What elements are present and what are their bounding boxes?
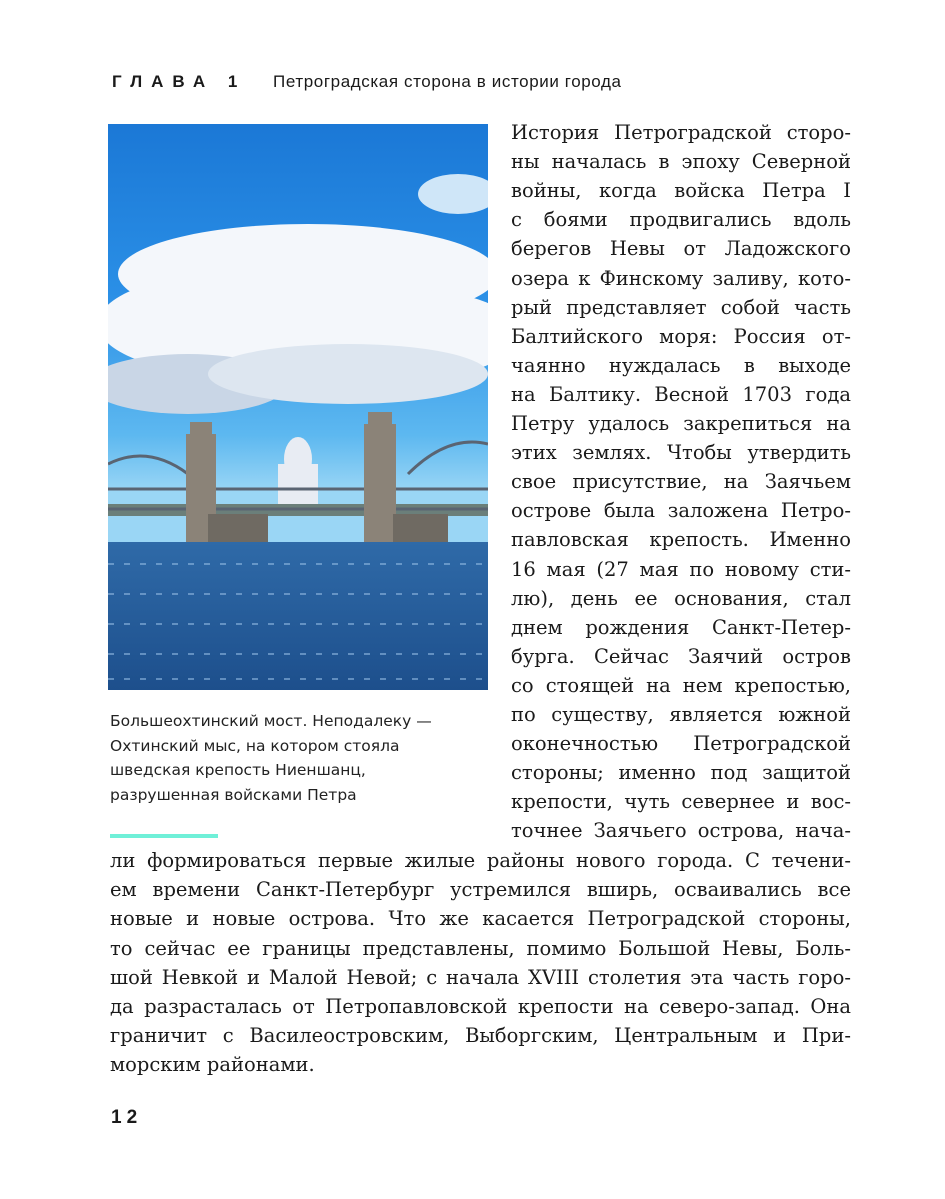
text-line: 16 мая (27 мая по новому сти- [511, 557, 851, 581]
caption-line: разрушенная войсками Петра [110, 785, 357, 804]
text-line: берегов Невы от Ладожского [511, 237, 851, 261]
text-line: морским районами. [110, 1053, 315, 1077]
chapter-title: Петроградская сторона в истории города [273, 72, 622, 91]
text-line: то сейчас ее границы представлены, помимо Большой Невы, Боль- [110, 936, 851, 960]
text-line: ли формироваться первые жилые районы нового города. С течени- [110, 849, 851, 872]
text-line: Петру удалось закрепиться на [511, 412, 851, 435]
text-line: оконечностью Петроградской [511, 732, 851, 756]
bridge-photo [108, 124, 488, 690]
text-line: на Балтику. Весной 1703 года [511, 382, 851, 406]
text-line: шой Невкой и Малой Невой; с начала XVIII столетия эта часть горо- [110, 965, 851, 989]
text-line: по существу, является южной [511, 703, 851, 726]
text-line: ем времени Санкт-Петербург устремился вширь, осваивались все [110, 878, 851, 902]
text-line: стороны; именно под защитой [511, 761, 851, 785]
text-line: лю), день ее основания, стал [511, 586, 851, 610]
text-line: ны началась в эпоху Северной [511, 150, 851, 174]
text-line: да разрасталась от Петропавловской крепости на северо-запад. Она [110, 995, 851, 1018]
text-line: этих землях. Чтобы утвердить [511, 441, 851, 465]
caption-line: шведская крепость Ниеншанц, [110, 761, 366, 779]
text-line: Балтийского моря: Россия от- [511, 324, 851, 348]
text-line: рый представляет собой часть [511, 295, 851, 319]
text-line: чаянно нуждалась в выходе [511, 353, 851, 377]
caption-line: Охтинский мыс, на котором стояла [110, 736, 400, 755]
text-line: точнее Заячьего острова, нача- [511, 819, 851, 843]
text-line: бурга. Сейчас Заячий остров [511, 644, 851, 668]
text-line: озера к Финскому заливу, кото- [511, 266, 851, 290]
text-line: крепости, чуть севернее и вос- [511, 790, 851, 814]
text-line: павловская крепость. Именно [511, 528, 851, 552]
accent-rule [110, 834, 218, 838]
running-header [112, 72, 622, 92]
text-line: с боями продвигались вдоль [511, 208, 851, 232]
text-line: со стоящей на нем крепостью, [511, 673, 851, 697]
chapter-label: ГЛАВА 1 [112, 72, 247, 91]
text-line: острове была заложена Петро- [511, 499, 851, 523]
text-line: войны, когда войска Петра I [511, 179, 851, 203]
text-line: История Петроградской сторо- [511, 121, 851, 144]
caption-line: Большеохтинский мост. Неподалеку — [110, 712, 432, 730]
text-line: новые и новые острова. Что же касается Петроградской стороны, [110, 907, 851, 931]
text-line: днем рождения Санкт-Петер- [511, 615, 851, 639]
page-number: 12 [111, 1107, 143, 1128]
text-line: свое присутствие, на Заячьем [511, 470, 851, 494]
text-line: граничит с Василеостровским, Выборгским, Центральным и При- [110, 1024, 851, 1048]
photo-caption [110, 709, 470, 807]
